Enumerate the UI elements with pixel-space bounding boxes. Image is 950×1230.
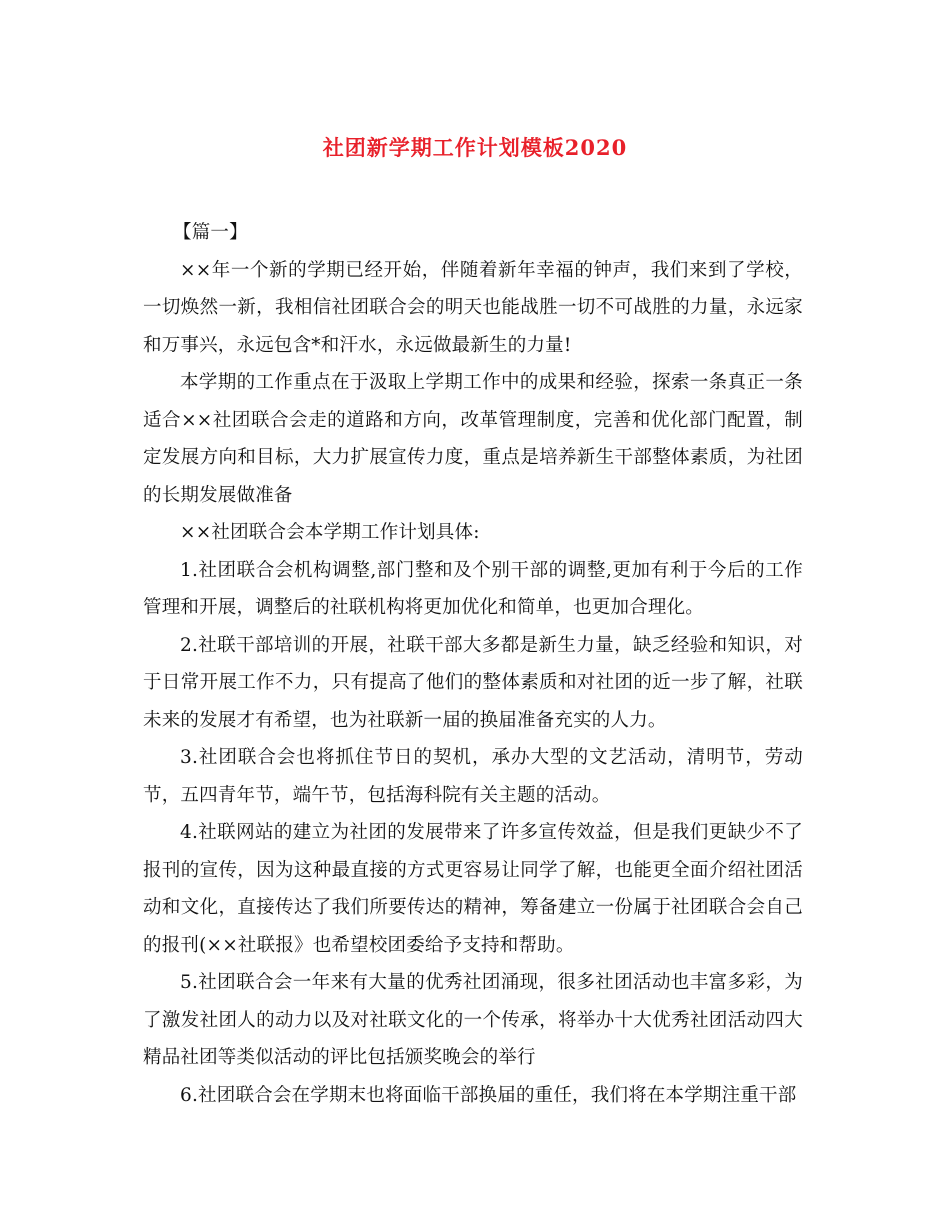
paragraph-focus: 本学期的工作重点在于汲取上学期工作中的成果和经验，探索一条真正一条适合××社团联合会走的道路和方向，改革管理制度，完善和优化部门配置，制定发展方向和目标，大力扩展宣传力度，重点是培养新生干部整体素质，为社团的长期发展做准备	[143, 372, 803, 506]
paragraph-item-3: 3.社团联合会也将抓住节日的契机，承办大型的文艺活动，清明节，劳动节，五四青年节，端午节，包括海科院有关主题的活动。	[143, 747, 803, 806]
document-title: 社团新学期工作计划模板2020	[322, 135, 628, 160]
paragraph-item-4: 4.社联网站的建立为社团的发展带来了许多宣传效益，但是我们更缺少不了报刊的宣传，因为这种最直接的方式更容易让同学了解，也能更全面介绍社团活动和文化，直接传达了我们所要传达的精神，筹备建立一份属于社团联合会自己的报刊(××社联报》也希望校团委给予支持和帮助。	[143, 822, 803, 956]
paragraph-item-1: 1.社团联合会机构调整,部门整和及个别干部的调整,更加有利于今后的工作管理和开展，调整后的社联机构将更加优化和简单，也更加合理化。	[143, 559, 803, 618]
paragraph-item-5: 5.社团联合会一年来有大量的优秀社团涌现，很多社团活动也丰富多彩，为了激发社团人的动力以及对社联文化的一个传承，将举办十大优秀社团活动四大精品社团等类似活动的评比包括颁奖晚会的举行	[143, 972, 803, 1068]
paragraph-plan-intro: ××社团联合会本学期工作计划具体:	[180, 522, 480, 543]
paragraph-item-2: 2.社联干部培训的开展，社联干部大多都是新生力量，缺乏经验和知识，对于日常开展工作不力，只有提高了他们的整体素质和对社团的近一步了解，社联未来的发展才有希望，也为社联新一届的换届准备充实的人力。	[143, 634, 803, 731]
paragraph-intro: ××年一个新的学期已经开始，伴随着新年幸福的钟声，我们来到了学校，一切焕然一新，我相信社团联合会的明天也能战胜一切不可战胜的力量，永远家和万事兴，永远包含*和汗水，永远做最新生的力量!	[143, 259, 803, 356]
document-body	[143, 214, 803, 1114]
paragraph-item-6: 6.社团联合会在学期末也将面临干部换届的重任，我们将在本学期注重干部	[180, 1084, 797, 1106]
section-heading: 【篇一】	[173, 222, 248, 243]
